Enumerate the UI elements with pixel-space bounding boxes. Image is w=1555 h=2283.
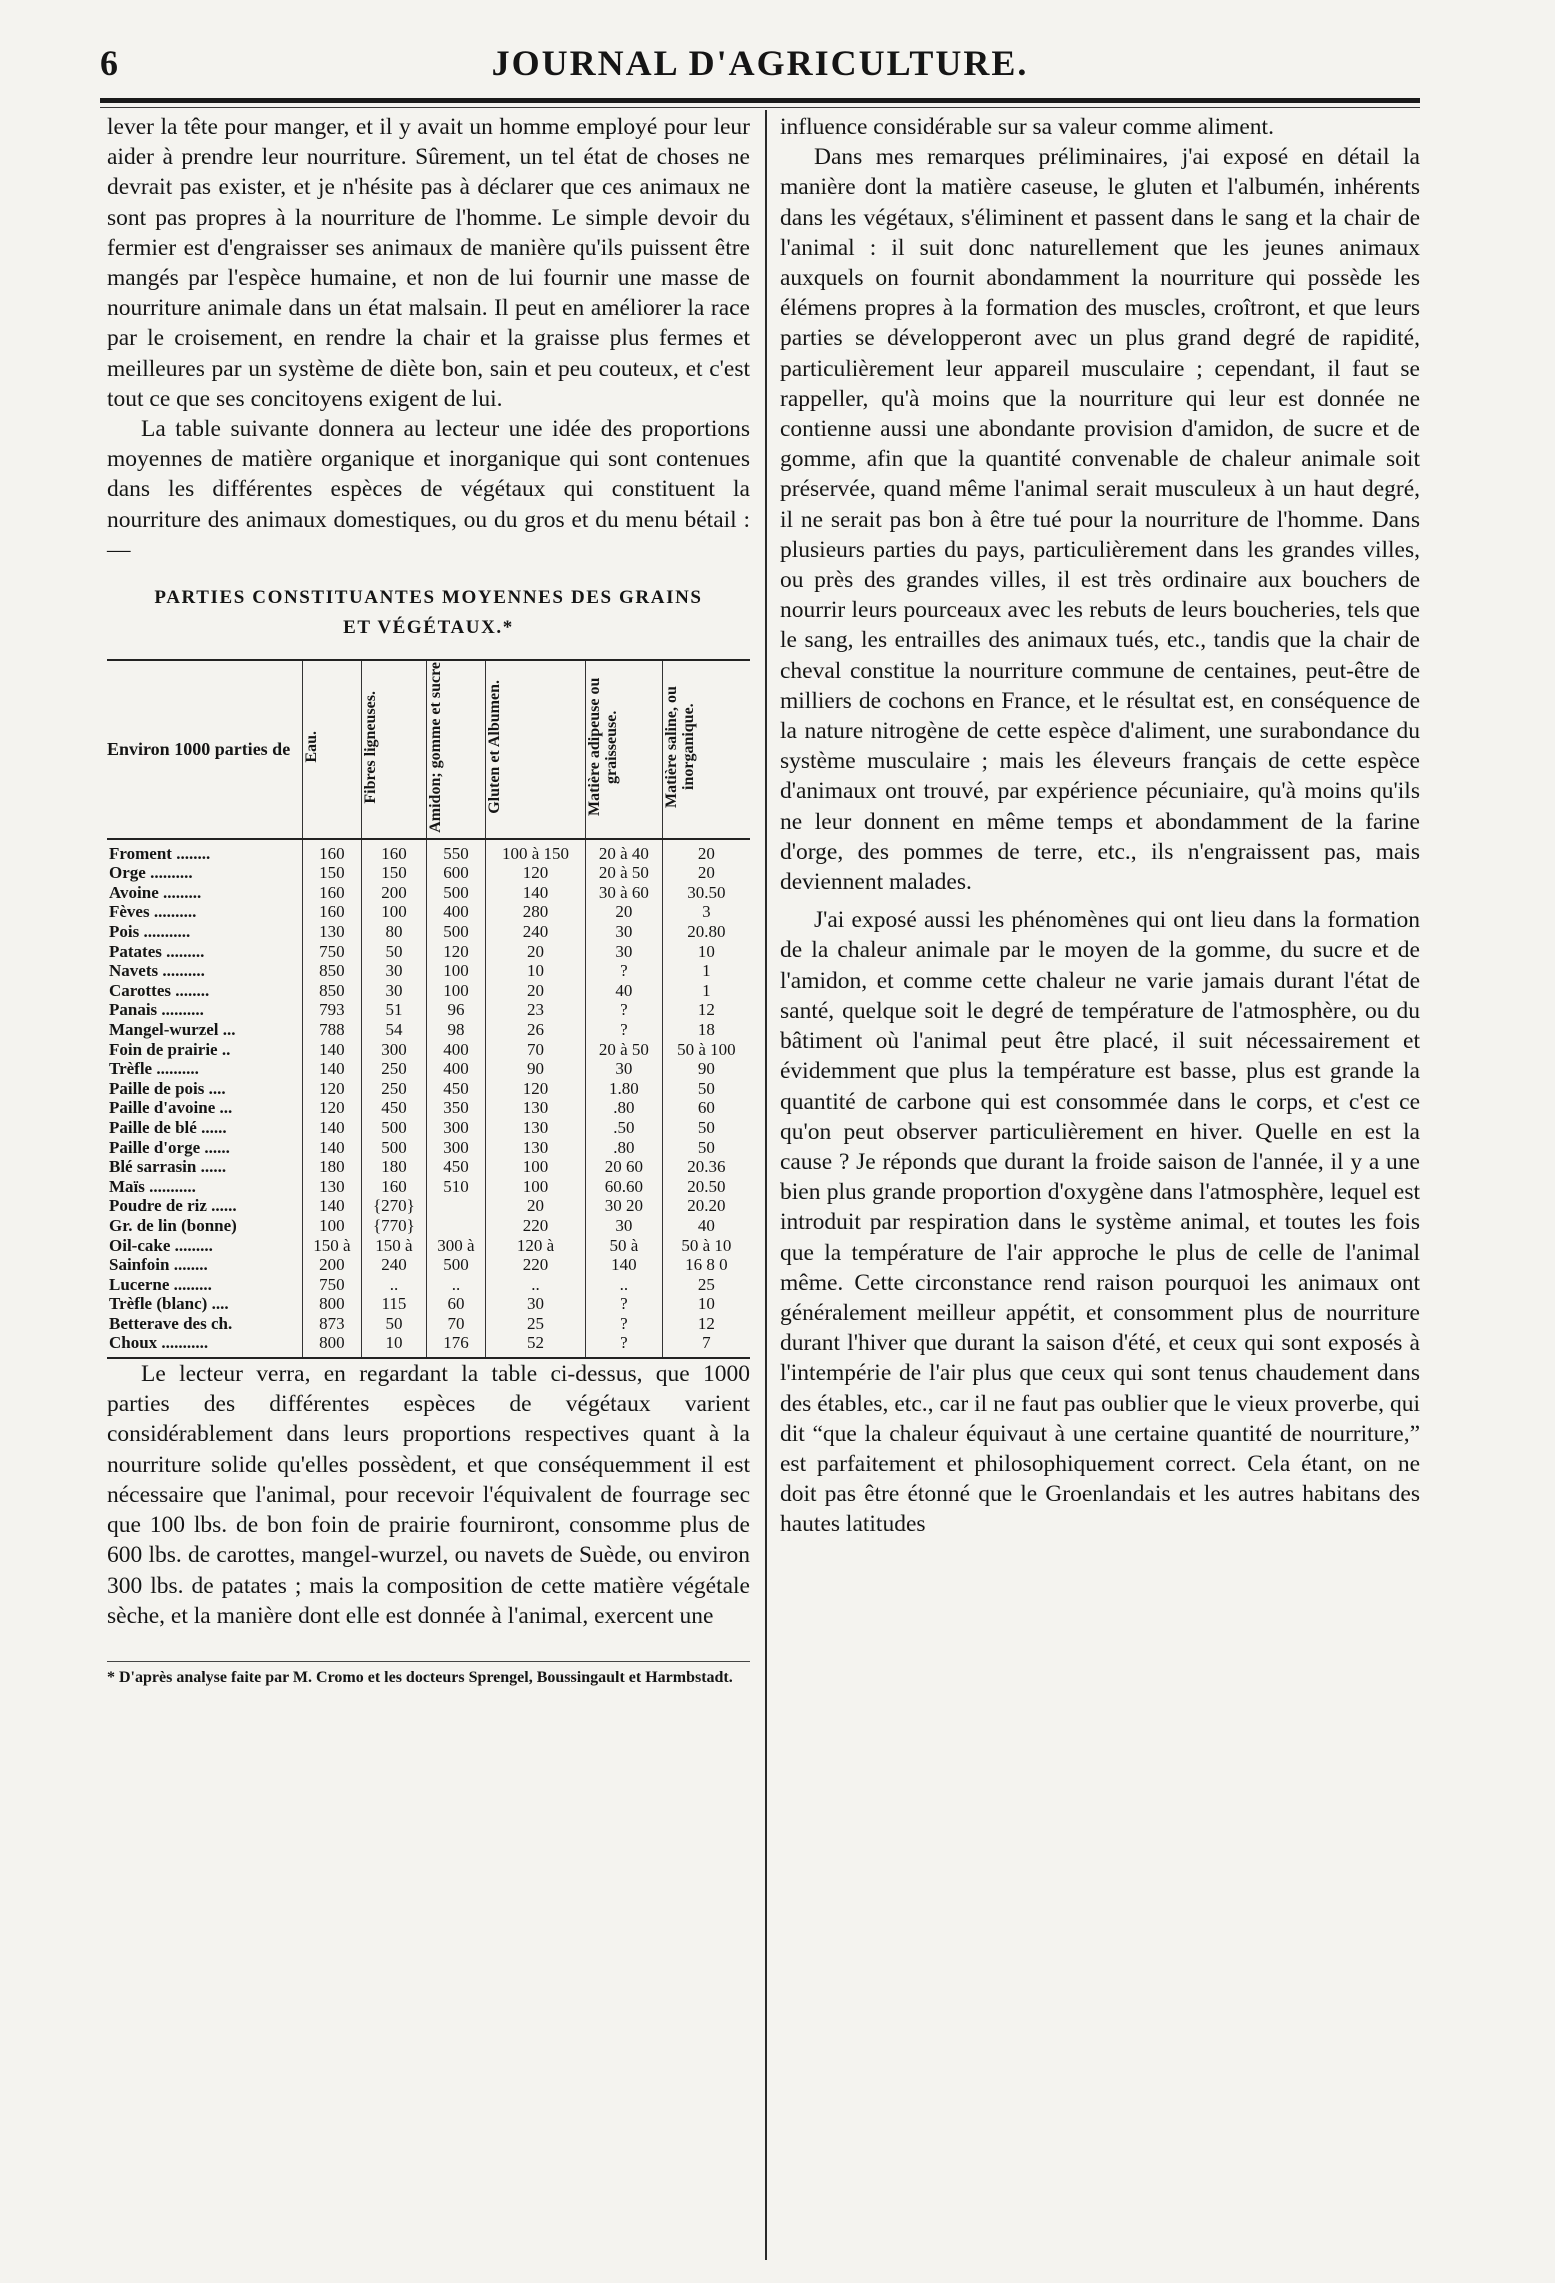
table-cell: 800 (303, 1294, 362, 1314)
table-cell: 250 (361, 1079, 426, 1099)
table-cell: 250 (361, 1059, 426, 1079)
table-cell: 20 (662, 839, 750, 864)
table-cell: 30 (586, 922, 663, 942)
table-cell: 30 (485, 1294, 585, 1314)
table-cell: 20 (485, 942, 585, 962)
table-cell: 130 (485, 1138, 585, 1158)
table-row-label: Orge .......... (109, 863, 193, 883)
table-row (107, 1255, 750, 1275)
table-row-label: Trèfle (blanc) .... (109, 1294, 229, 1314)
table-cell: 120 (427, 942, 486, 962)
table-cell: 20 (485, 1196, 585, 1216)
table-cell: 1 (662, 961, 750, 981)
table-body (107, 839, 750, 1358)
table-cell: 160 (361, 839, 426, 864)
table-row (107, 961, 750, 981)
table-cell: 40 (586, 981, 663, 1001)
table-cell: 300 à (427, 1236, 486, 1256)
table-cell: 400 (427, 1059, 486, 1079)
table-cell: 160 (361, 1177, 426, 1197)
table-row (107, 1196, 750, 1216)
table-cell: .. (361, 1275, 426, 1295)
table-header-cell: Gluten et Albumen. (485, 660, 585, 839)
table-cell: 20.36 (662, 1157, 750, 1177)
table-cell: 96 (427, 1000, 486, 1020)
table-cell: 160 (303, 839, 362, 864)
right-column (780, 112, 1420, 1540)
table-header-cell: Eau. (303, 660, 362, 839)
table-cell: 20 (586, 902, 663, 922)
table-cell: ? (586, 1000, 663, 1020)
table-cell: 50 à (586, 1236, 663, 1256)
table-cell: 100 (303, 1216, 362, 1236)
table-row-label: Betterave des ch. (109, 1313, 233, 1333)
table-cell: 20 (485, 981, 585, 1001)
table-cell: 30 20 (586, 1196, 663, 1216)
table-cell: ? (586, 1020, 663, 1040)
table-cell: 873 (303, 1314, 362, 1334)
table-header-cell: Fibres ligneuses. (361, 660, 426, 839)
table-cell: 25 (485, 1314, 585, 1334)
table-cell: 450 (427, 1157, 486, 1177)
table-cell: 300 (427, 1118, 486, 1138)
table-cell: 10 (485, 961, 585, 981)
table-row (107, 883, 750, 903)
table-cell: 600 (427, 863, 486, 883)
table-cell: 150 à (361, 1236, 426, 1256)
table-title-line-1: PARTIES CONSTITUANTES MOYENNES DES GRAINS (154, 587, 703, 609)
table-cell: 140 (303, 1118, 362, 1138)
table-cell: 150 (303, 863, 362, 883)
left-column (107, 112, 750, 1688)
table-row-label: Paille de blé ...... (109, 1117, 227, 1137)
table-row-label: Sainfoin ........ (109, 1255, 208, 1275)
table-cell: 240 (361, 1255, 426, 1275)
table-cell: 20.50 (662, 1177, 750, 1197)
table-cell: 500 (361, 1138, 426, 1158)
table-cell: 100 (361, 902, 426, 922)
table-cell: 18 (662, 1020, 750, 1040)
table-cell: 20 60 (586, 1157, 663, 1177)
table-cell: 50 (361, 942, 426, 962)
table-cell: 500 (427, 1255, 486, 1275)
table-cell: 160 (303, 902, 362, 922)
table-cell: 800 (303, 1333, 362, 1358)
table-cell: 120 (485, 863, 585, 883)
table-cell: 240 (485, 922, 585, 942)
table-cell: 500 (427, 883, 486, 903)
right-paragraph-2: Dans mes remarques préliminaires, j'ai exposé en détail la manière dont la matière caseuse, le gluten et l'albumén, inhérents dans les végétaux, s'éliminent et passent dans le sang et la chair de l'animal : il suit donc naturellement que les jeunes animaux auxquels on fournit abondamment la nourriture qui possède les élémens propres à la formation des muscles, croîtront, et que leurs parties se développeront avec un plus grand degré de rapidité, particulièrement leur appareil musculaire ; cependant, il faut se rappeller, qu'à moins que la nourriture qui leur est donnée ne contienne aussi une abondante provision d'amidon, de sucre et de gomme, afin que la quantité convenable de chaleur animale soit préservée, quand même l'animal serait musculeux à un haut degré, il ne serait pas bon à être tué pour la nourriture de l'homme. Dans plusieurs parties du pays, particulièrement dans les grandes villes, ou près des grandes villes, il est très ordinaire aux bouchers de nourrir leurs pourceaux avec les rebuts de leurs boucheries, tels que le sang, les entrailles des animaux tués, etc., tandis que la chair de cheval constitue la nourriture commune de centaines, peut-être de milliers de cochons en France, et le résultat est, en conséquence de la nature nitrogène de cette espèce d'aliment, une surabondance du système musculaire ; mais les éleveurs français de cette espèce d'animaux ont trouvé, par expérience pécuniaire, qu'à moins qu'ils ne leur donnent en même temps et abondamment de la farine d'orge, des pommes de terre, etc., ils n'engraissent pas, mais deviennent malades. (780, 144, 1420, 896)
table-cell: 30 (586, 1059, 663, 1079)
table-cell: 60.60 (586, 1177, 663, 1197)
table-cell: 70 (427, 1314, 486, 1334)
table-cell: 450 (361, 1098, 426, 1118)
table-row-label: Lucerne ......... (109, 1274, 212, 1294)
header-rule (100, 98, 1420, 103)
table-cell: 20 (662, 863, 750, 883)
table-cell (427, 1196, 486, 1216)
table-cell: 500 (361, 1118, 426, 1138)
table-cell: 160 (303, 883, 362, 903)
table-cell: 30 à 60 (586, 883, 663, 903)
table-cell: 350 (427, 1098, 486, 1118)
table-cell: 850 (303, 961, 362, 981)
table-row-label: Avoine ......... (109, 882, 202, 902)
page-header (100, 42, 1420, 90)
table-cell: 120 (303, 1098, 362, 1118)
table-row-label: Fèves .......... (109, 902, 197, 922)
table-header-cell: Matière adipeuse ou graisseuse. (586, 660, 663, 839)
table-row (107, 1157, 750, 1177)
table-cell: 100 (485, 1177, 585, 1197)
table-cell: 130 (303, 922, 362, 942)
table-cell: 140 (303, 1040, 362, 1060)
table-cell: 100 (427, 961, 486, 981)
table-cell: 200 (361, 883, 426, 903)
table-row-label: Choux ........... (107, 1333, 303, 1358)
table-header-row (107, 660, 750, 839)
table-cell: 130 (303, 1177, 362, 1197)
table-cell: ? (586, 1294, 663, 1314)
table-cell: 20.20 (662, 1196, 750, 1216)
table-cell: 20 à 40 (586, 839, 663, 864)
table-cell: {770} (361, 1216, 426, 1236)
table-cell: 20 à 50 (586, 1040, 663, 1060)
table-row (107, 1098, 750, 1118)
table-cell: 50 à 100 (662, 1040, 750, 1060)
table-row-label: Oil-cake ......... (109, 1235, 213, 1255)
table-cell: 510 (427, 1177, 486, 1197)
table-cell: 450 (427, 1079, 486, 1099)
table-cell: 220 (485, 1255, 585, 1275)
table-cell: .. (427, 1275, 486, 1295)
table-cell: 1 (662, 981, 750, 1001)
table-cell: 280 (485, 902, 585, 922)
table-cell: 23 (485, 1000, 585, 1020)
table-row-label: Carottes ........ (109, 980, 210, 1000)
table-cell: 115 (361, 1294, 426, 1314)
table-row (107, 1275, 750, 1295)
table-cell: 220 (485, 1216, 585, 1236)
table-cell: 50 (662, 1138, 750, 1158)
table-cell: 850 (303, 981, 362, 1001)
table-cell: 30 (586, 942, 663, 962)
table-row (107, 1138, 750, 1158)
table-cell: 100 à 150 (485, 839, 585, 864)
table-row-label: Maïs ........... (109, 1176, 196, 1196)
table-row (107, 981, 750, 1001)
table-row (107, 902, 750, 922)
right-paragraph-1: influence considérable sur sa valeur comme aliment. (780, 114, 1274, 140)
table-cell: 180 (303, 1157, 362, 1177)
footnote: * D'après analyse faite par M. Cromo et les docteurs Sprengel, Boussingault et Harmbstadt. (107, 1661, 750, 1688)
table-cell: 140 (303, 1059, 362, 1079)
table-cell: 400 (427, 1040, 486, 1060)
page-number: 6 (100, 43, 119, 83)
table-cell: .. (485, 1275, 585, 1295)
table-cell: 51 (361, 1000, 426, 1020)
table-cell: 300 (427, 1138, 486, 1158)
table-row-label: Pois ........... (109, 922, 191, 942)
composition-table (107, 659, 750, 1359)
table-cell: 60 (427, 1294, 486, 1314)
table-row-label: Blé sarrasin ...... (109, 1157, 227, 1177)
table-cell: 750 (303, 942, 362, 962)
table-cell: 140 (586, 1255, 663, 1275)
table-cell: 52 (485, 1333, 585, 1358)
left-paragraph-1: lever la tête pour manger, et il y avait un homme employé pour leur aider à prendre leur nourriture. Sûrement, un tel état de choses ne devrait pas exister, et je n'hésite pas à déclarer que ces animaux ne sont pas propres à la nourriture de l'homme. Le simple devoir du fermier est d'engraisser ses animaux de manière qu'ils puissent être mangés par l'espèce humaine, et non de lui fournir une masse de nourriture animale dans un état malsain. Il peut en améliorer la race par le croisement, en rendre la chair et la graisse plus fermes et meilleures par un système de diète bon, sain et peu couteux, et c'est tout ce que ses concitoyens exigent de lui. (107, 114, 750, 412)
table-row (107, 1314, 750, 1334)
table-cell: ? (586, 1314, 663, 1334)
table-row (107, 1333, 750, 1358)
table-cell: ? (586, 961, 663, 981)
column-divider (765, 110, 767, 2260)
table-cell: 50 (361, 1314, 426, 1334)
right-paragraph-3: J'ai exposé aussi les phénomènes qui ont lieu dans la formation de la chaleur animale par le moyen de la gomme, du sucre et de l'amidon, et comme cette chaleur ne varie jamais durant l'état de santé, quelque soit le degré de température de l'atmosphère, ou du bâtiment où l'animal peut être placé, il suit nécessairement et évidemment que plus la température est basse, plus est grande la quantité de carbone qui est consommée dans le corps, et c'est ce qu'on peut observer particulièrement en hiver. Quelle en est la cause ? Je réponds que durant la froide saison de l'année, il y a une bien plus grande proportion d'oxygène dans l'atmosphère, lequel est introduit par respiration dans le système animal, et toutes les fois que la température de l'air approche le plus de celle de l'animal même. Cette circonstance rend raison pourquoi les animaux ont généralement meilleur appétit, et consomment plus de nourriture durant l'hiver que durant la saison d'été, et ceux qui sont exposés à l'intempérie de l'air plus que ceux qui sont tenus chaudement dans des étables, etc., car il ne faut pas oublier que le vieux proverbe, qui dit “que la chaleur équivaut à une certaine quantité de nourriture,” est parfaitement et philosophiquement correct. Cela étant, on ne doit pas être étonné que le Groenlandais et les autres habitans des hautes latitudes (780, 907, 1420, 1538)
left-paragraph-3: Le lecteur verra, en regardant la table ci-dessus, que 1000 parties des différentes espèces de végétaux varient considérablement dans leurs proportions respectives quant à la nourriture solide qu'elles possèdent, et que conséquemment il est nécessaire que l'animal, pour recevoir l'équivalent de fourrage sec que 100 lbs. de bon foin de prairie fourniront, consomme plus de 600 lbs. de carottes, mangel-wurzel, ou navets de Suède, ou environ 300 lbs. de patates ; mais la composition de cette matière végétale sèche, et la manière dont elle est donnée à l'animal, exercent une (107, 1361, 750, 1629)
table-cell: 16 8 0 (662, 1255, 750, 1275)
table-cell: 30 (361, 981, 426, 1001)
table-cell: 30 (586, 1216, 663, 1236)
journal-title: JOURNAL D'AGRICULTURE. (491, 43, 1029, 83)
table-row (107, 1079, 750, 1099)
table-title-line-2: ET VÉGÉTAUX.* (343, 617, 514, 639)
table-cell: 140 (303, 1138, 362, 1158)
table-row-label: Poudre de riz ...... (109, 1196, 237, 1216)
table-cell: 25 (662, 1275, 750, 1295)
table-cell: 54 (361, 1020, 426, 1040)
table-cell: 750 (303, 1275, 362, 1295)
table-header-cell: Amidon; gomme et sucre (427, 660, 486, 839)
table-cell: 130 (485, 1098, 585, 1118)
table-row (107, 1059, 750, 1079)
table-row-label: Trèfle .......... (109, 1059, 199, 1079)
table-cell: 30 (361, 961, 426, 981)
table-row-label: Mangel-wurzel ... (109, 1019, 236, 1039)
table-row-label: Patates ......... (109, 941, 205, 961)
table-row (107, 1216, 750, 1236)
table-header-cell: Environ 1000 parties de (107, 660, 303, 839)
table-cell: 50 (662, 1118, 750, 1138)
table-row (107, 1294, 750, 1314)
table-header-cell: Matière saline, ou inorganique. (662, 660, 750, 839)
table-cell: ? (586, 1333, 663, 1358)
table-cell: .50 (586, 1118, 663, 1138)
table-row-label: Foin de prairie .. (109, 1039, 231, 1059)
table-cell: 70 (485, 1040, 585, 1060)
table-row (107, 922, 750, 942)
table-row (107, 839, 750, 864)
table-cell: 130 (485, 1118, 585, 1138)
table-cell: 788 (303, 1020, 362, 1040)
table-row-label: Paille de pois .... (109, 1078, 226, 1098)
table-cell: .. (586, 1275, 663, 1295)
table-cell: 120 à (485, 1236, 585, 1256)
table-cell: 90 (662, 1059, 750, 1079)
table-row (107, 1040, 750, 1060)
table-row (107, 1118, 750, 1138)
table-cell: 200 (303, 1255, 362, 1275)
table-row-label: Navets .......... (109, 961, 205, 981)
table-cell: 150 (361, 863, 426, 883)
table-cell: 100 (485, 1157, 585, 1177)
table-cell: 550 (427, 839, 486, 864)
table-cell: 176 (427, 1333, 486, 1358)
table-row (107, 1020, 750, 1040)
table-row (107, 863, 750, 883)
table-row-label: Panais .......... (109, 1000, 204, 1020)
table-cell: 120 (485, 1079, 585, 1099)
table-cell: 20.80 (662, 922, 750, 942)
table-cell: 60 (662, 1098, 750, 1118)
table-row-label: Paille d'avoine ... (109, 1098, 233, 1118)
table-row (107, 1000, 750, 1020)
table-row (107, 942, 750, 962)
table-cell: 98 (427, 1020, 486, 1040)
table-cell: 120 (303, 1079, 362, 1099)
table-cell: {270} (361, 1196, 426, 1216)
table-cell: 10 (662, 942, 750, 962)
table-cell: 1.80 (586, 1079, 663, 1099)
table-cell: 3 (662, 902, 750, 922)
table-cell: 50 à 10 (662, 1236, 750, 1256)
table-cell: 20 à 50 (586, 863, 663, 883)
table-cell: 100 (427, 981, 486, 1001)
header-rule-thin (100, 107, 1420, 108)
table-cell (427, 1216, 486, 1236)
table-cell: .80 (586, 1098, 663, 1118)
table-row (107, 1177, 750, 1197)
table-cell: 10 (361, 1333, 426, 1358)
table-cell: 793 (303, 1000, 362, 1020)
table-cell: .80 (586, 1138, 663, 1158)
table-cell: 500 (427, 922, 486, 942)
table-cell: 180 (361, 1157, 426, 1177)
table-cell: 140 (485, 883, 585, 903)
table-cell: 30.50 (662, 883, 750, 903)
table-cell: 50 (662, 1079, 750, 1099)
table-cell: 12 (662, 1000, 750, 1020)
table-cell: 90 (485, 1059, 585, 1079)
table-cell: 80 (361, 922, 426, 942)
table-cell: 12 (662, 1314, 750, 1334)
table-cell: 300 (361, 1040, 426, 1060)
table-cell: 400 (427, 902, 486, 922)
table-cell: 10 (662, 1294, 750, 1314)
table-row (107, 1236, 750, 1256)
table-cell: 40 (662, 1216, 750, 1236)
table-row-label: Froment ........ (109, 843, 211, 863)
table-cell: 140 (303, 1196, 362, 1216)
table-row-label: Gr. de lin (bonne) (109, 1215, 237, 1235)
left-paragraph-2: La table suivante donnera au lecteur une idée des proportions moyennes de matière organique et inorganique qui sont contenues dans les différentes espèces de végétaux qui constituent la nourriture des animaux domestiques, ou du gros et du menu bétail :— (107, 416, 750, 563)
table-cell: 26 (485, 1020, 585, 1040)
table-cell: 7 (662, 1333, 750, 1358)
table-row-label: Paille d'orge ...... (109, 1137, 230, 1157)
table-cell: 150 à (303, 1236, 362, 1256)
